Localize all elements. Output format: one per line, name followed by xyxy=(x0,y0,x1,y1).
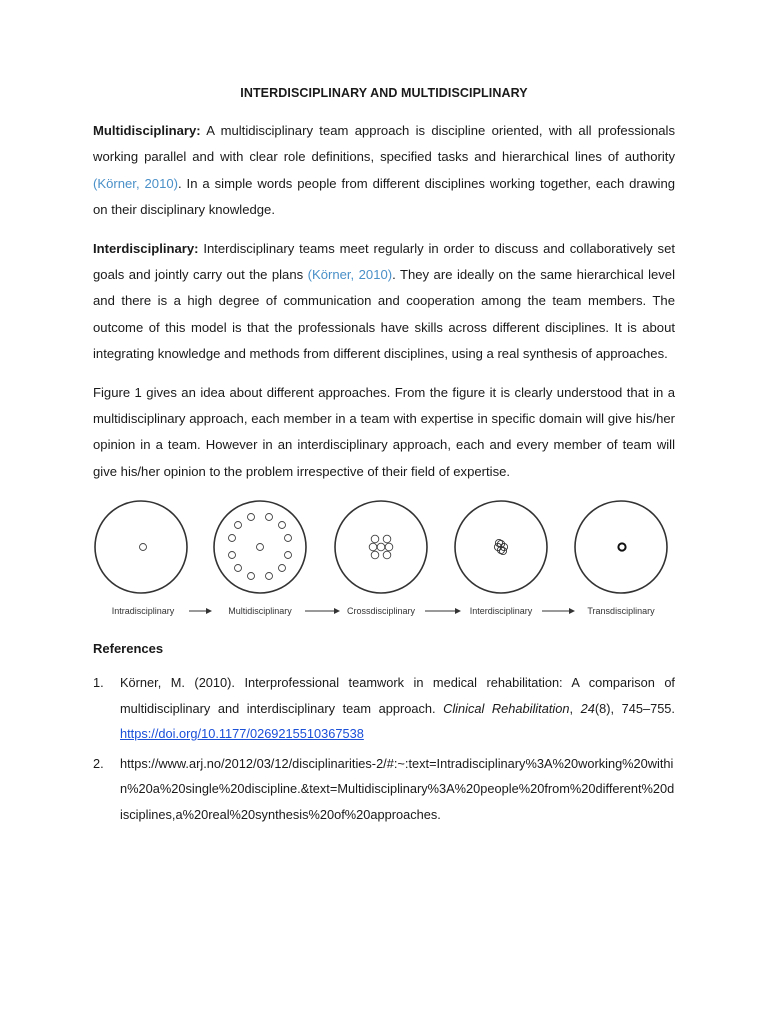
multidisciplinary-paragraph xyxy=(93,118,675,224)
multidisciplinary-text-a: A multidisciplinary team approach is discipline oriented, with all professionals working parallel and with clear role definitions, specified tasks and hierarchical lines of authority xyxy=(93,123,675,165)
intradisciplinary-diagram xyxy=(95,501,187,593)
reference-volume: 24 xyxy=(580,700,595,716)
reference-sep: , xyxy=(569,700,581,716)
crossdisciplinary-diagram xyxy=(335,501,427,593)
interdisciplinary-diagram xyxy=(455,501,547,593)
multidisciplinary-diagram xyxy=(214,501,306,593)
document-page xyxy=(93,86,675,831)
reference-number: 1. xyxy=(93,675,104,691)
multidisciplinary-text-b: . In a simple words people from different disciplines working together, each drawing on their disciplinary knowledge. xyxy=(93,175,676,218)
interdisciplinary-text-a: Interdisciplinary teams meet regularly in order to discuss and collaboratively set goals and jointly carry out the plans xyxy=(93,240,675,283)
label-multidisciplinary: Multidisciplinary xyxy=(228,606,292,617)
reference-journal: Clinical Rehabilitation xyxy=(443,700,570,716)
reference-item-2 xyxy=(93,751,675,828)
label-interdisciplinary: Interdisciplinary xyxy=(469,606,533,617)
multidisciplinary-term: Multidisciplinary: xyxy=(93,123,201,138)
multidisciplinary-citation[interactable]: (Körner, 2010) xyxy=(93,175,178,191)
reference-item-1 xyxy=(93,670,675,747)
label-crossdisciplinary: Crossdisciplinary xyxy=(346,606,416,617)
disciplinarity-figure xyxy=(93,497,675,627)
interdisciplinary-citation[interactable]: (Körner, 2010) xyxy=(307,267,393,283)
label-intradisciplinary: Intradisciplinary xyxy=(111,606,175,617)
references-heading: References xyxy=(93,641,164,657)
interdisciplinary-paragraph xyxy=(93,236,675,368)
document-title: INTERDISCIPLINARY AND MULTIDISCIPLINARY xyxy=(240,86,528,100)
reference-number: 2. xyxy=(93,755,104,771)
label-transdisciplinary: Transdisciplinary xyxy=(587,606,655,617)
reference-doi-link[interactable]: https://doi.org/10.1177/0269215510367538 xyxy=(120,726,364,742)
transdisciplinary-diagram xyxy=(575,501,667,593)
interdisciplinary-text-b: . They are ideally on the same hierarchical level and there is a high degree of communication and cooperation among the team members. The outcome of this model is that the professionals have skills across different disciplines. It is about integrating knowledge and methods from different disciplines, using a real synthesis of approaches. xyxy=(93,267,675,362)
reference-url[interactable]: https://www.arj.no/2012/03/12/disciplinarities-2/#:~:text=Intradisciplinary%3A%20working%20within%20a%20single%20discipline.&text=Multidisciplinary%3A%20people%20from%20different%20disciplines,a%20real%20synthesis%20of%20approaches. xyxy=(120,755,675,822)
reference-issue-pages: (8), 745–755. xyxy=(594,700,675,716)
interdisciplinary-term: Interdisciplinary: xyxy=(93,240,199,256)
figure-description-paragraph: Figure 1 gives an idea about different approaches. From the figure it is clearly understood that in a multidisciplinary approach, each member in a team with expertise in specific domain will give his/her opinion in a team. However in an interdisciplinary approach, each and every member of team will give his/her opinion to the problem irrespective of their field of expertise. xyxy=(93,384,675,479)
reference-text: Körner, M. (2010). Interprofessional teamwork in medical rehabilitation: A comparison of multidisciplinary and interdisciplinary team approach. xyxy=(120,675,675,716)
disciplinarity-diagram xyxy=(93,497,675,627)
